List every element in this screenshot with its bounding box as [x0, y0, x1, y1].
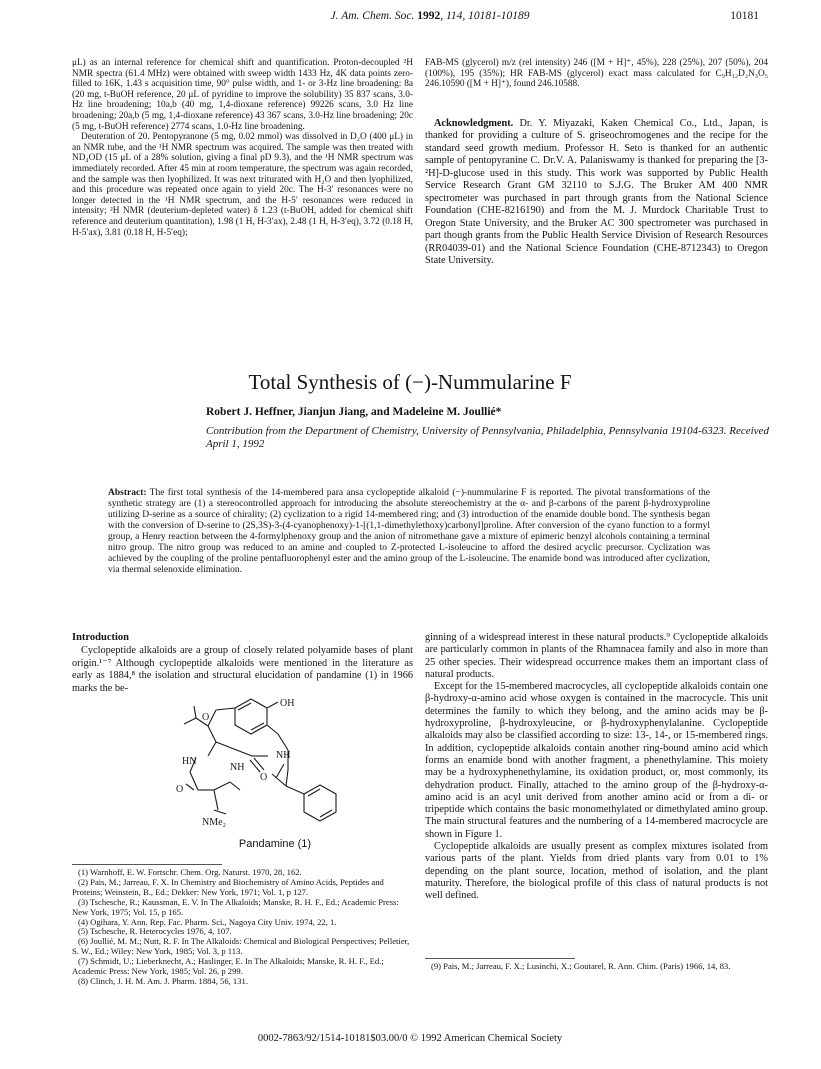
intro-paragraph: Cyclopeptide alkaloids are usually present as complex mixtures isolated from various parts of the plant. Yields from dried plants vary from 0.01 to 1% depending on the plant source, location, method of isolation, and the plant maturity. Therefore, the biological profile of this class of natural products is not well defined. — [425, 841, 768, 902]
pandamine-structure — [160, 698, 360, 832]
references-right — [425, 962, 768, 972]
label-o-carbonyl: O — [260, 772, 268, 783]
acknowledgment — [425, 118, 768, 268]
right-column-intro — [425, 632, 768, 903]
reference-item: (4) Ogihara, Y. Ann. Rep. Fac. Pharm. Sci., Nagoya City Univ. 1974, 22, 1. — [78, 916, 337, 927]
reference-item: (3) Tschesche, R.; Kaussman, E. V. In The Alkaloids; Manske, R. H. F., Ed.; Academic Press: New York, 1975; Vol. 15, p 165. — [72, 896, 399, 917]
benzene-ring-bottom — [304, 785, 336, 821]
acknowledgment-label: Acknowledgment. — [434, 117, 514, 129]
paragraph: μL) as an internal reference for chemical shift and quantification. Proton-decoupled ²H NMR spectra (61.4 MHz) were obtained with sweep width 1433 Hz, 4K data points zero-filled to 16K, 1.43 s acquisition time, 90° pulse width, and 1- or 3-Hz line broadening: 8a (20 mg, t-BuOH reference, 20 μL of pyridine to improve the solubility) 35 837 scans, 3.0-Hz line broadening; 10a,b (40 mg, 1,4-dioxane reference) 99226 scans, 3.0 Hz line broadening; 20a,b (5 mg, 1,4-dioxane reference) 43 367 scans, 3.0-Hz line broadening; 20c (5 mg, t-BuOH reference) 2774 scans, 1.0-Hz line broadening. — [72, 58, 413, 132]
reference-item: (8) Clinch, J. H. M. Am. J. Pharm. 1884, 56, 131. — [78, 975, 248, 986]
abstract — [108, 488, 710, 576]
label-nme2: NMe₂ — [202, 817, 227, 828]
article-affiliation: Contribution from the Department of Chemistry, University of Pennsylvania, Philadelphia, Pennsylvania 19104-6323. Received April 1, 1992 — [206, 425, 769, 450]
abstract-text: The first total synthesis of the 14-membered para ansa cyclopeptide alkaloid (−)-nummularine F is reported. The pivotal transformations of the synthetic strategy are (1) a stereocontrolled approach for introducing the absolute stereochemistry at the α- and β-carbons of the parent β-hydroxyproline utilizing D-serine as a source of chirality; (2) cyclization to a rigid 14-membered ring; and (3) introduction of the enamide double bond. The synthesis began with the conversion of D-serine to (2S,3S)-3-(4-cyanophenoxy)-1-[(1,1-dimethylethoxy)carbonyl]proline. After conversion of the cyano function to a formyl group, a Henry reaction between the 4-formylphenoxy group and the anion of nitromethane gave a mixture of epimeric benzyl alcohols containing a terminal nitro group. The nitro group was reduced to an amine and coupled to Z-protected L-isoleucine to afford the desired acyclic precursor. Cyclization was achieved by the coupling of the proline pentafluorophenyl ester and the amino group of the L-isoleucine. The enamide bond was introduced after cyclization, via thermal selenoxide elimination. — [108, 488, 710, 575]
label-o-ring: O — [202, 712, 210, 723]
page-number: 10181 — [730, 10, 759, 22]
acknowledgment-text: Dr. Y. Miyazaki, Kaken Chemical Co., Ltd., Japan, is thanked for providing a culture of S. griseochromogenes and the recipe for the standard seed growth medium. Professor H. Seto is thanked for an authentic sample of pentopyranine C. Dr.V. A. Palaniswamy is thanked for preparing the [3-²H]-D-glucose used in this study. This work was supported by Public Health Service Research Grant GM 32110 to S.J.G. The Bruker AM 400 NMR spectrometer was purchased in part through grants from the National Science Foundation (CHE-8216190) and from the M. J. Murdock Charitable Trust to Oregon State University, and the Bruker AC 300 spectrometer was purchased in part though grants from the Public Health Service Division of Research Resources (RR04039-01) and the National Science Foundation (CHE-8712343) to Oregon State University. — [425, 117, 768, 267]
label-o-left: O — [176, 784, 184, 795]
page-footer: 0002-7863/92/1514-10181$03.00/0 © 1992 American Chemical Society — [257, 1033, 563, 1044]
reference-item: (6) Joullié, M. M.; Nutt, R. F. In The Alkaloids: Chemical and Biological Perspectives; Pelletier, S. W., Ed.; Wiley: New York, 1985; Vol. 3, p 113. — [72, 936, 410, 957]
ms-data-paragraph: FAB-MS (glycerol) m/z (rel intensity) 246 ([M + H]⁺, 45%), 228 (25%), 207 (50%), 204 (100%), 195 (35%); HR FAB-MS (glycerol) exact mass calculated for C₉H₁₂D₂N₃O₅ 246.10590 ([M + H]⁺), found 246.10588. — [425, 58, 768, 90]
label-nh-right: NH — [276, 750, 291, 761]
figure-caption: Pandamine (1) — [238, 838, 312, 850]
abstract-label: Abstract: — [108, 488, 147, 498]
reference-item: (2) Pais, M.; Jarreau, F. X. In Chemistry and Biochemistry of Amino Acids, Peptides and Proteins; Weinstein, B., Ed.; Dekker: New York, 1971; Vol. 1, p 127. — [72, 876, 384, 897]
intro-paragraph: Except for the 15-membered macrocycles, all cyclopeptide alkaloids contain one β-hydroxy-α-amino acid whose oxygen is contained in the macrocycle. This unit determines the family to which they belong, and the amino acids may be β-hydroxyproline, β-hydroxyleucine, or β-hydroxyphenylalanine. Cyclopeptide alkaloids may also be classified according to size: 13-, 14-, or 15-membered rings. In addition, cyclopeptide alkaloids contain another ring-bound amino acid which forms an enamide bond with another fragment, a phenethylamine. This moiety may be a hydroxyphenethylamine, its oxidation product, or, most commonly, its dehydration product. Finally, attached to the amino group of the β-hydroxy-α-amino acid is an acyl unit derived from another amino acid or from a di- or tripeptide which contains the basic monomethylated or dimethylated amino group. The main structural features and the numbering of a 14-membered macrocycle are shown in Figure 1. — [425, 681, 768, 840]
footnote-rule-right — [425, 958, 575, 959]
running-head — [300, 10, 560, 22]
intro-paragraph: Cyclopeptide alkaloids are a group of closely related polyamide bases of plant origin.¹⁻⁷ Although cyclopeptide alkaloids were mentioned in the literature as early as 1884,⁸ the isolation and structural elucidation of pandamine (1) in 1966 marks the be- — [72, 645, 413, 694]
footnote-rule-left — [72, 864, 222, 865]
right-column-top — [425, 58, 768, 268]
reference-item: (5) Tschesche, R. Heterocycles 1976, 4, 107. — [78, 926, 232, 937]
benzene-ring-top — [235, 699, 267, 734]
references-left — [72, 868, 413, 987]
journal-volume-pages: , 114, 10181-10189 — [440, 10, 530, 22]
journal-name: J. Am. Chem. Soc. — [330, 10, 415, 22]
section-heading: Introduction — [72, 632, 129, 643]
reference-item: (7) Schmidt, U.; Lieberknecht, A.; Haslinger, E. In The Alkaloids; Manske, R. H. F., Ed.; Academic Press: New York, 1985; Vol. 26, p 299. — [72, 956, 384, 977]
left-column-intro — [72, 645, 413, 695]
paragraph: Deuteration of 20. Pentopyranone (5 mg, 0.02 mmol) was dissolved in D₂O (400 μL) in an NMR tube, and the ¹H NMR spectrum was acquired. The sample was then treated with ND₄OD (15 μL of a 28% solution, giving a final pD 9.3), and the ¹H NMR spectrum was immediately recorded. After 45 min at room temperature, the spectrum was again recorded, and the sample was then lyophilized. It was next triturated with H₂O and then lyophilized, and this procedure was repeated once again to yield 20c. The H-3′ resonances were no longer detected in the ¹H NMR spectrum, and the H-5′ resonances were reduced in intensity; ²H NMR (deuterium-depleted water) δ 1.23 (t-BuOH, added for chemical shift reference and deuterium quantitation), 1.98 (1 H, H-3′ax), 2.48 (1 H, H-3′eq), 3.72 (0.18 H, H-5′ax), 3.81 (0.18 H, H-5′eq); — [72, 132, 413, 238]
article-authors: Robert J. Heffner, Jianjun Jiang, and Madeleine M. Joullié* — [206, 406, 502, 418]
journal-year: 1992 — [417, 10, 441, 22]
label-nh-mid: NH — [230, 762, 245, 773]
intro-paragraph: ginning of a widespread interest in these natural products.⁹ Cyclopeptide alkaloids are particularly common in plants of the Rhamnacea family and also in more than 25 other species. Their widespread occurrence makes them an important class of natural products. — [425, 632, 768, 680]
label-oh: OH — [280, 698, 295, 709]
reference-item: (1) Warnhoff, E. W. Fortschr. Chem. Org. Naturst. 1970, 28, 162. — [78, 867, 302, 877]
left-column-top — [72, 58, 413, 238]
reference-item: (9) Pais, M.; Jarreau, F. X.; Lusinchi, X.; Goutarel, R. Ann. Chim. (Paris) 1966, 14, 83. — [431, 961, 731, 971]
article-title: Total Synthesis of (−)-Nummularine F — [248, 370, 572, 394]
label-hn-left: HN — [182, 756, 197, 767]
